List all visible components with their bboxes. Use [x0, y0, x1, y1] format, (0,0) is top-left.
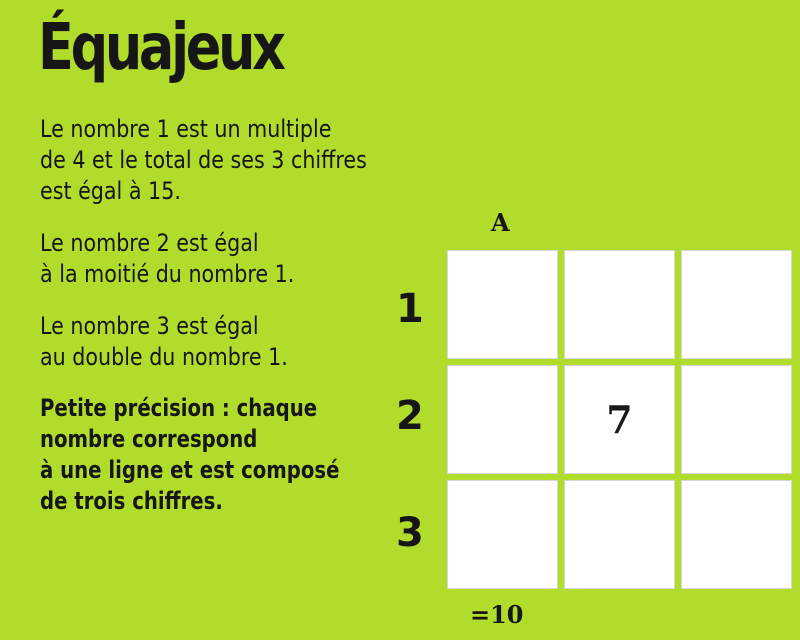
clue-number-3 [40, 311, 288, 373]
grid-cell-r3-c3[interactable] [681, 480, 792, 589]
clue-line: Le nombre 1 est un multiple [40, 115, 332, 143]
grid-cell-r3-c2[interactable] [564, 480, 675, 589]
grid-cell-r2-c3[interactable] [681, 365, 792, 474]
clue-line: Le nombre 3 est égal [40, 312, 259, 340]
clue-line: est égal à 15. [40, 177, 181, 205]
row-label-2: 2 [396, 393, 424, 439]
puzzle-grid [447, 250, 800, 599]
note-line: Petite précision : chaque [40, 394, 318, 422]
column-label-a: A [491, 208, 510, 237]
puzzle-title: Équajeux [38, 11, 283, 85]
precision-note [40, 393, 339, 517]
grid-cell-r1-c2[interactable] [564, 250, 675, 359]
note-line: de trois chiffres. [40, 487, 223, 515]
clue-line: au double du nombre 1. [40, 343, 288, 371]
column-sum-label: =10 [470, 600, 524, 629]
clue-line: à la moitié du nombre 1. [40, 260, 295, 288]
clue-number-2 [40, 228, 294, 290]
clue-number-1 [40, 114, 367, 207]
clue-line: Le nombre 2 est égal [40, 229, 259, 257]
row-label-1: 1 [396, 286, 424, 332]
row-label-3: 3 [396, 510, 424, 556]
note-line: nombre correspond [40, 425, 258, 453]
grid-cell-r2-c2[interactable]: 7 [564, 365, 675, 474]
grid-cell-r3-c1[interactable] [447, 480, 558, 589]
grid-cell-r1-c1[interactable] [447, 250, 558, 359]
note-line: à une ligne et est composé [40, 456, 340, 484]
grid-cell-r1-c3[interactable] [681, 250, 792, 359]
grid-cell-r2-c1[interactable] [447, 365, 558, 474]
clue-line: de 4 et le total de ses 3 chiffres [40, 146, 367, 174]
